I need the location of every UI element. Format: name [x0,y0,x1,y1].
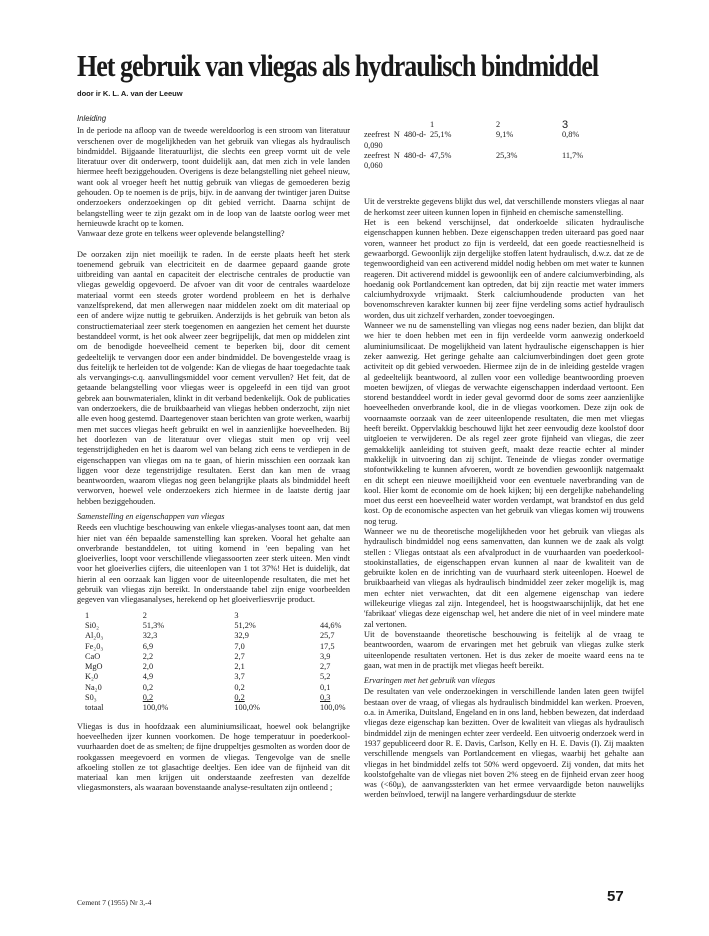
paragraph: In de periode na afloop van de tweede wereldoorlog is een stroom van literatuur verschenen over de mogelijkheden van het gebruik van vliegas als hydraulisch bindmiddel. Bijgaande literatuurlijst, die slechts een greep vormt uit de vele literatuur over dit onderwerp, toont duidelijk aan, dat men zich in vele landen hiermee heeft beziggehouden. Overigens is deze belangstelling niet geheel nieuw, want ook al vroeger heeft het nuttig gebruik van vliegas de gemoederen bezig gehouden. Op te noemen is de prijs, bijv. in de aanvang der twintiger jaren Duitse onderzoekers onderzoekingen op dit gebied verricht. Daarna schijnt de belangstelling weer te zijn gezakt om in de loop van de laatste oorlog weer met hernieuwde kracht op te komen. [77,126,350,228]
table-cell: 0,3 [320,693,331,703]
table-cell: 17,5 [320,641,335,651]
table-row [85,652,350,662]
table-cell: Si0₂ [85,620,99,630]
table-cell: 2 [142,610,147,620]
table-cell: 6,9 [142,641,154,651]
author-line: door ir K. L. A. van der Leeuw [77,89,183,98]
table-cell: 9,1% [496,130,514,140]
table-cell: 47,5% [430,150,452,160]
table-cell: 5,2 [320,672,331,682]
table-header-row [364,120,622,130]
table-cell: 2,0 [142,662,154,672]
table-cell: 2 [496,120,501,129]
table-cell: 4,9 [142,672,154,682]
right-column [364,120,644,801]
table-cell: 1 [430,120,435,129]
table-cell: Na₂0 [85,682,102,692]
table-cell: 11,7% [562,150,584,160]
table-cell: 7,0 [234,641,245,651]
table-cell: 3 [562,119,569,131]
table-cell: 25,3% [496,150,518,160]
table-cell: totaal [85,703,104,713]
table-cell: 0,2 [142,682,154,692]
sieve-table [364,120,622,171]
table-row [85,631,350,641]
table-cell: 44,6% [320,620,342,630]
table-cell: 32,3 [142,631,158,641]
table-cell: 25,1% [430,130,452,140]
table-cell: 0,2 [234,682,245,692]
paragraph: Wanneer we nu de theoretische mogelijkheden voor het gebruik van vliegas als hydraulisch bindmiddel nog eens samenvatten, dan kunnen we de zaak als volgt stellen : Vliegas ontstaat als een afvalproduct in de vuurhaarden van poederkool-stookinstallaties, de eigenschappen ervan kunnen al naar de kwaliteit van de gebruikte kolen en de inrichting van de vuurhaard sterk uiteenlopen. Hoewel de bruikbaarheid van vliegas als hydraulisch bindmiddel zeer zeker mogelijk is, mag men echter niet verwachten, dat dit een algemene eigenschap van iedere willekeurige vliegas zal zijn. Integendeel, het is hoogstwaarschijnlijk, dat het ene 'fabrikaat' vliegas deze eigenschap wel, het andere die niet of in veel mindere mate zal vertonen. [364,526,644,629]
table-row [364,130,622,151]
paragraph: Reeds een vluchtige beschouwing van enkele vliegas-analyses toont aan, dat men hier niet van één bepaalde samenstelling kan spreken. Vooral het gehalte aan onverbrande bestanddelen, tot uiting komend in 'een bepaling van het gloeiverlies, loopt voor verschillende vliegassoorten zeer sterk uiteen. Men vindt voor het gloeiverlies cijfers, die uiteenlopen van 1 tot 37%! Het is duidelijk, dat hierin al een oorzaak kan liggen voor de uiteenlopende resultaten, die met het gebruik van vliegas zijn bereikt. In onderstaande tabel zijn enige voorbeelden gegeven van vliegasanalyses, herekend op het gloeiverliesvrije product. [77,523,350,605]
table-row [85,642,350,652]
journal-citation: Cement 7 (1955) Nr 3,-4 [77,898,152,907]
paragraph: Wanneer we nu de samenstelling van vliegas nog eens nader bezien, dan blijkt dat we hier te doen hebben met een in fijn verdeelde vorm aanwezig onderkoeld aluminiumsilicaat. De mogelijkheid van latent hydraulische eigenschappen is hier zeker aanwezig. Het geringe gehalte aan calciumverbindingen doet geen grote activiteit op dit gebied verwoeden. Hiermee zijn de in de inleiding gestelde vragen al gedeeltelijk beantwoord, al zullen voor een volledige beantwoording proeven moeten bewijzen, of vliegas de verwachte eigenschappen inderdaad vertoont. Een storend bestanddeel wordt in ieder geval gevormd door de soms zeer aanzienlijke hoeveelheden onverbrande kool, die in de vliegas voorkomen. Deze zijn ook de voornaamste oorzaak van de zeer uiteenlopende resultaten, die men met vliegas heeft bereikt. Oppervlakkig beschouwd lijkt het zeer eenvoudig deze koolstof door uitgloeien te verwijderen. De als regel zeer grote fijnheid van vliegas, die zeer gemakkelijk aanleiding tot stuiven geeft, maakt deze reactie echter al minder makkelijk in uitvoering dan zij schijnt. Teneinde de vliegas zonder overmatige stofontwikkeling te kunnen afvoeren, wordt ze bovendien gewoonlijk natgemaakt en dit schept een nieuwe moeilijkheid voor een eventuele naverbranding van de kool. Hier komt de economie om de hoek kijken; bij een dergelijke nabehandeling moet dus eerst een hoeveelheid water worden verdampt, wat brandstof en dus geld kost. Op de economische aspecten van het gebruik van vliegas komen wij trouwens nog terug. [364,321,644,526]
table-cell: 0,1 [320,682,331,692]
left-column [77,114,350,794]
table-cell: 2,7 [320,662,331,672]
table-cell: K₂0 [85,672,99,682]
paragraph: De oorzaken zijn niet moeilijk te raden. In de eerste plaats heeft het sterk toenemend gebruik van electriciteit en de daarmee gepaard gaande grote uitbreiding van aantal en capaciteit der electrische centrales de productie van vliegas geweldig opgevoerd. De afvoer van dit voor de centrales waardeloze materiaal vormt een steeds groter wordend probleem en het is derhalve vanzelfsprekend, dat men allerwegen naar middelen zoekt om dit materiaal op een of andere wijze nuttig te gebruiken. Anderzijds is het gebruik van beton als constructiemateriaal zeer sterk toegenomen en aangezien het cement het duurste bestanddeel vormt, is het ook alweer zeer begrijpelijk, dat men op middelen zint om de benodigde hoeveelheid cement te beperken bij, door dit cement gedeeltelijk te vervangen door een ander bindmiddel. De bovengestelde vraag is dus feitelijk te herleiden tot de volgende: Kan de vliegas de haar toegedachte taak als vervangings-c.q. aanvullingsmiddel voor cement vervullen? Het feit, dat de getaande belangstelling voor vliegas weer is opgeleefd in een tijd van groot gebrek aan bouwmaterialen, klinkt in dit verband bedenkelijk. Ook de publicaties van onderzoekers, die de bruikbaarheid van vliegas hebben onderzocht, zijn niet alle even hoog gestemd. Daartegenover staan berichten van grote werken, waarbij men met succes vliegas heeft gebruikt en wel in aanzienlijke hoeveelheden. Bij het doorlezen van de literatuur over vliegas stuit men op vrij veel tegenstrijdigheden en het is daarom wel van belang zich eens te verdiepen in de eigenschappen van vliegas om na te gaan, of hierin misschien een oorzaak kan liggen voor deze tegenstrijdige resultaten. Eerst dan kan men de vraag beantwoorden, waarom vliegas nog geen belangrijke plaats als bindmiddel heeft verworven, hoewel vele onderzoekers zich hiermee in de laatste dertig jaar hebben beziggehouden. [77,249,350,506]
section-heading-experience: Ervaringen met het gebruik van vliegas [364,676,496,686]
paragraph: Vliegas is dus in hoofdzaak een aluminiumsilicaat, hoewel ook belangrijke hoeveelheden ijzer kunnen voorkomen. De hoge temperatuur in poederkool-vuurhaarden doet de as smelten; de fijne druppeltjes gesmolten as worden door de rookgassen meegevoerd en vormen de vliegas. Tengevolge van de snelle afkoeling stollen ze tot glasachtige deeltjes. Een idee van de fijnheid van dit materiaal kan men krijgen uit onderstaande zeefresten van dezelfde vliegasmonsters, als waaraan bovenstaande analyse-resultaten zijn ontleend ; [77,721,350,793]
paragraph: De resultaten van vele onderzoekingen in verschillende landen laten geen twijfel bestaan over de vraag, of vliegas als hydraulisch bindmiddel kan werken. Proeven, o.a. in Amerika, Duitsland, Engeland en in ons land, hebben bewezen, dat inderdaad vliegas deze eigenschap kan bezitten. Over de kwaliteit van vliegas als hydraulisch bindmiddel zijn de meningen echter zeer verdeeld. Een uitvoerig onderzoek werd in 1937 gepubliceerd door R. E. Davis, Carlson, Kelly en H. E. Davis (I). Zij maakten verschillende mengsels van Portlandcement en vliegas, waarbij het gehalte aan vliegas in het bindmiddel zelfs tot 50% werd opgevoerd. Zij vonden, dat mits het koolstofgehalte van de vliegas niet boven 2% steeg en de fijnheid ervan zeer hoog was (<60μ), de aanvangssterkten van het ermee vervaardigde beton nauwelijks werden beïnvloed, terwijl na langere verhardingsduur de sterkte [364,687,644,800]
page-number: 57 [607,888,624,905]
table-cell: 2,1 [234,662,245,672]
table-cell: 0,2 [142,693,154,703]
table-row [364,151,622,172]
table-cell: 3,7 [234,672,245,682]
table-cell: 51,3% [142,620,165,630]
table-cell: 51,2% [234,620,256,630]
table-cell: 100,0% [234,703,260,713]
paragraph: Uit de verstrekte gegevens blijkt dus wel, dat verschillende monsters vliegas al naar de herkomst zeer uiteen kunnen lopen in fijnheid en chemische samenstelling. [364,197,644,217]
paragraph: Het is een bekend verschijnsel, dat onderkoelde silicaten hydraulische eigenschappen kunnen hebben. Deze eigenschappen treden uiteraard pas goed naar voren, wanneer het product zo fijn is verdeeld, dat een goede reactiesnelheid is gewaarborgd. Gewoonlijk zijn dergelijke stoffen latent hydraulisch, d.w.z. dat ze de tegenwoordigheid van een activerend middel nodig hebben om met water te kunnen reageren. Dit activerend middel is gewoonlijk een of andere calciumverbinding, als hoedanig ook Portlandcement kan optreden, dat bij zijn reactie met water immers calciumhydroxyde vrijmaakt. Sterk calciumhoudende producten van het bovenomschreven karakter kunnen bij zeer fijne verdeling soms actief hydraulisch worden, dus uit zichzelf verharden, zonder toevoegingen. [364,218,644,320]
table-cell: zeefrest N 480-d-0,090 [364,130,426,150]
table-cell: 25,7 [320,631,335,641]
table-cell: 2,7 [234,651,245,661]
table-cell: S0₃ [85,693,97,703]
table-cell: 32,9 [234,631,249,641]
intro-heading: Inleiding [77,114,107,123]
table-row [85,693,350,703]
table-cell: 2,2 [142,651,154,661]
section-heading-composition: Samenstelling en eigenschappen van vliegas [77,511,225,521]
table-cell: 1 [85,610,90,620]
analysis-table [85,611,350,714]
table-cell: 0,2 [234,693,245,703]
table-cell: Fe₂0₃ [85,641,104,651]
paragraph: Uit de bovenstaande theoretische beschouwing is feitelijk al de vraag te beantwoorden, waarom de ervaringen met het gebruik van vliegas zulke sterk uiteenlopende resultaten vertonen. Het is dus zeker de moeite waard eens na te gaan, wat men in de practijk met vliegas heeft bereikt. [364,629,644,670]
table-row [85,683,350,693]
table-cell: 0,8% [562,130,580,140]
table-cell: zeefrest N 480-d-0,060 [364,150,426,171]
table-cell: 3,9 [320,651,331,661]
table-header-row [85,611,350,621]
table-row [85,662,350,672]
table-cell: CaO [85,651,101,661]
table-cell: MgO [85,662,103,672]
paragraph: Vanwaar deze grote en telkens weer oplevende belangstelling? [77,229,285,239]
table-cell: Al₂0₃ [85,631,104,641]
table-cell: 100,0% [142,703,169,713]
table-row [85,672,350,682]
article-title: Het gebruik van vliegas als hydraulisch bindmiddel [77,48,599,83]
table-cell: 100,0% [320,703,346,713]
table-row [85,621,350,631]
table-cell: 3 [234,610,239,620]
table-row [85,703,350,713]
